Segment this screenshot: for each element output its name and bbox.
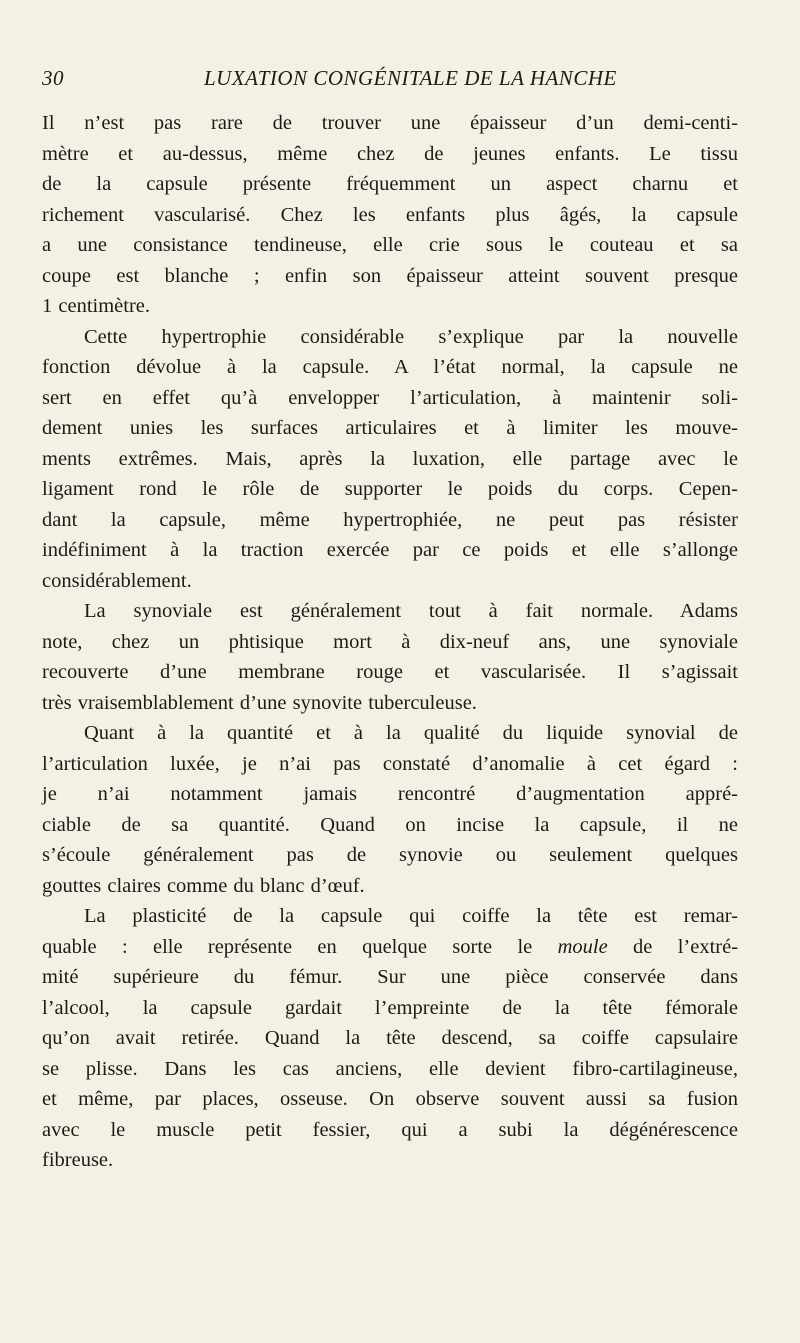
text-line: recouverte d’une membrane rouge et vascularisée. Il s’agissait <box>42 661 738 683</box>
text-line: a une consistance tendineuse, elle crie sous le couteau et sa <box>42 234 738 256</box>
text-line: note, chez un phtisique mort à dix-neuf ans, une synoviale <box>42 630 738 653</box>
text-line: ligament rond le rôle de supporter le poids du corps. Cepen- <box>42 478 738 500</box>
text-line: richement vascularisé. Chez les enfants plus âgés, la capsule <box>42 203 738 226</box>
text-line: dement unies les surfaces articulaires et à limiter les mouve- <box>42 417 738 439</box>
text-line: je n’ai notamment jamais rencontré d’augmentation appré- <box>42 783 738 805</box>
text-line: coupe est blanche ; enfin son épaisseur atteint souvent presque <box>42 264 738 287</box>
emphasized-word: moule <box>557 935 608 958</box>
text-segment: quable : elle représente en quelque sorte le <box>42 935 533 958</box>
text-line: sert en effet qu’à envelopper l’articulation, à maintenir soli- <box>42 386 738 409</box>
text-line-with-emphasis <box>42 932 738 963</box>
text-line: l’articulation luxée, je n’ai pas constaté d’anomalie à cet égard : <box>42 752 738 775</box>
paragraph <box>42 901 738 1176</box>
text-line: ciable de sa quantité. Quand on incise la capsule, il ne <box>42 813 738 836</box>
text-line: fonction dévolue à la capsule. A l’état normal, la capsule ne <box>42 356 738 378</box>
text-line: l’alcool, la capsule gardait l’empreinte de la tête fémorale <box>42 996 738 1019</box>
text-segment: de l’extré- <box>633 935 739 958</box>
text-line: avec le muscle petit fessier, qui a subi la dégénérescence <box>42 1118 738 1141</box>
text-line: s’écoule généralement pas de synovie ou seulement quelques <box>42 844 738 866</box>
running-title: LUXATION CONGÉNITALE DE LA HANCHE <box>204 66 617 90</box>
text-line: et même, par places, osseuse. On observe souvent aussi sa fusion <box>42 1088 738 1110</box>
text-line: se plisse. Dans les cas anciens, elle devient fibro-cartilagineuse, <box>42 1057 738 1080</box>
text-line: fibreuse. <box>42 1149 114 1171</box>
paragraph <box>42 108 738 322</box>
text-line: mité supérieure du fémur. Sur une pièce conservée dans <box>42 966 738 988</box>
text-line: de la capsule présente fréquemment un aspect charnu et <box>42 173 738 195</box>
text-line: Quant à la quantité et à la qualité du liquide synovial de <box>84 722 738 744</box>
text-line: Cette hypertrophie considérable s’explique par la nouvelle <box>84 325 738 348</box>
text-line: Il n’est pas rare de trouver une épaisseur d’un demi-centi- <box>42 112 738 134</box>
paragraph <box>42 322 738 597</box>
page-number: 30 <box>42 66 64 90</box>
paragraph <box>42 596 738 718</box>
text-line: La synoviale est généralement tout à fait normale. Adams <box>84 600 738 622</box>
text-line: gouttes claires comme du blanc d’œuf. <box>42 874 365 897</box>
paragraph <box>42 718 738 901</box>
text-line: 1 centimètre. <box>42 295 151 317</box>
text-line: mètre et au-dessus, même chez de jeunes enfants. Le tissu <box>42 142 738 165</box>
text-line: ments extrêmes. Mais, après la luxation, elle partage avec le <box>42 447 738 470</box>
running-head <box>42 66 742 94</box>
text-line: très vraisemblablement d’une synovite tuberculeuse. <box>42 691 477 714</box>
text-line: dant la capsule, même hypertrophiée, ne peut pas résister <box>42 508 738 531</box>
text-line: qu’on avait retirée. Quand la tête descend, sa coiffe capsulaire <box>42 1027 738 1049</box>
text-line: La plasticité de la capsule qui coiffe la tête est remar- <box>84 905 738 927</box>
body-text <box>42 108 738 1176</box>
text-line: considérablement. <box>42 569 192 592</box>
text-line: indéfiniment à la traction exercée par ce poids et elle s’allonge <box>42 539 738 561</box>
